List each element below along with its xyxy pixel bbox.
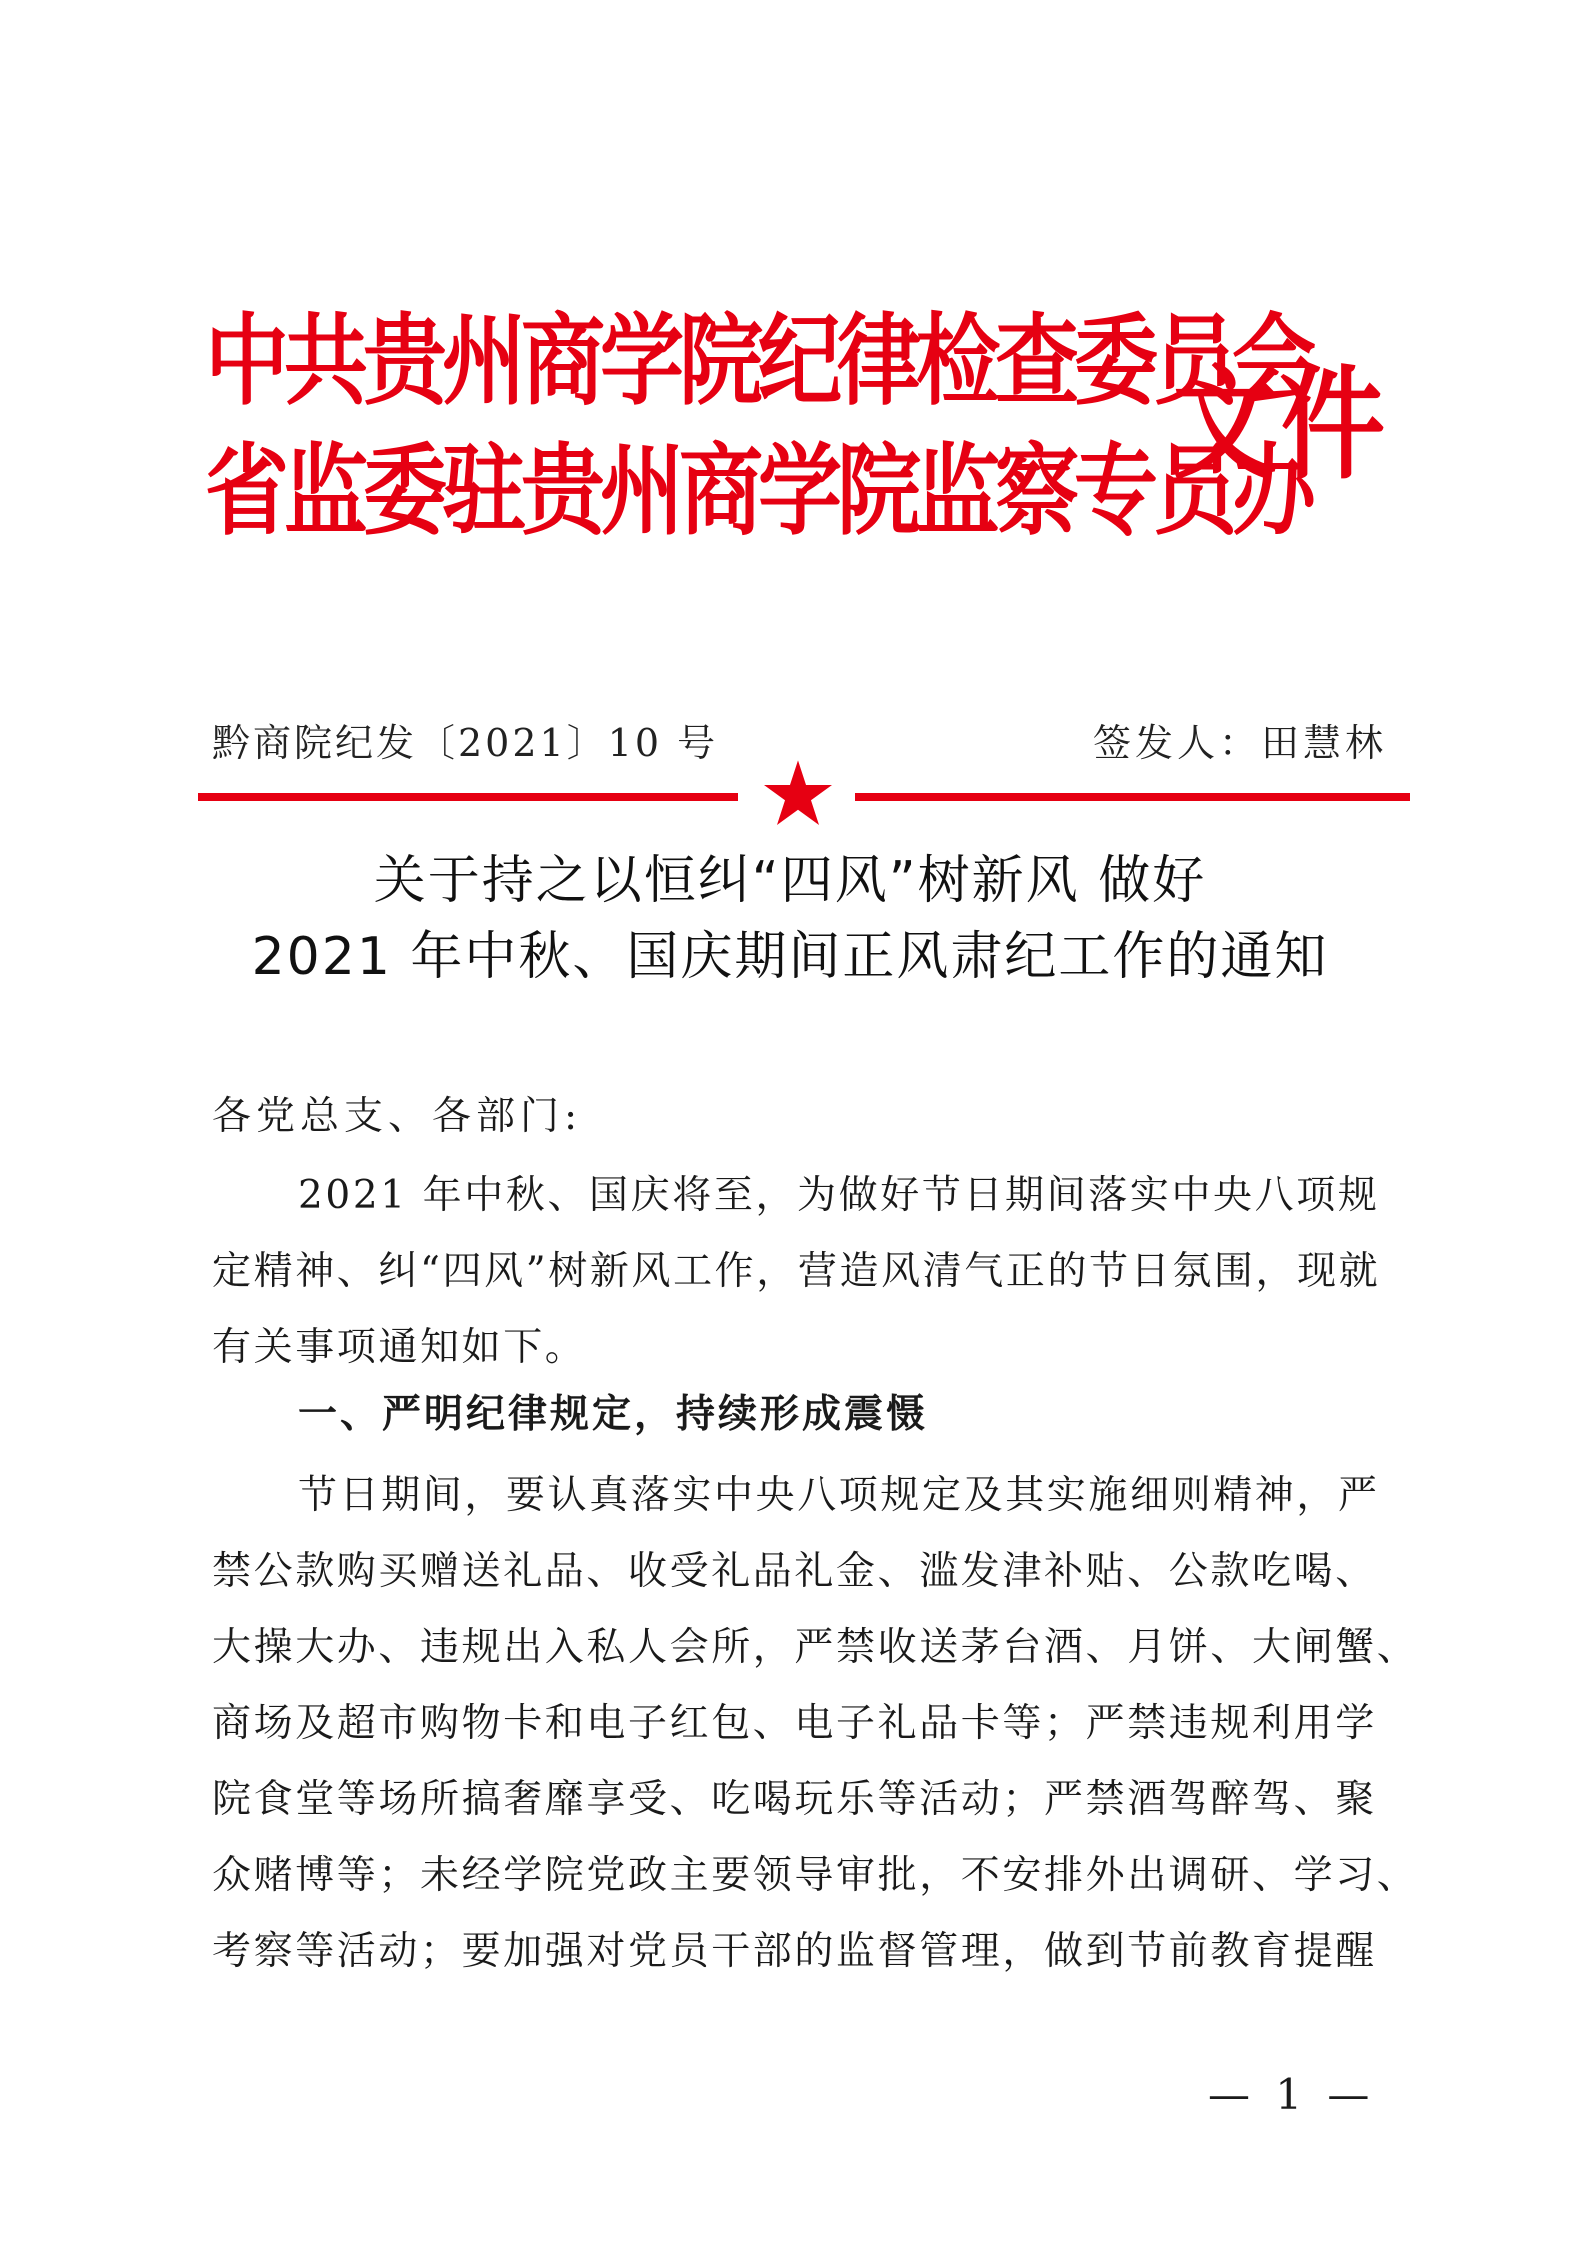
paragraph-line: 商场及超市购物卡和电子红包、电子礼品卡等；严禁违规利用学 [212, 1701, 1377, 1746]
paragraph-section-1 [212, 1458, 1419, 1990]
paragraph-intro [212, 1158, 1392, 1386]
red-divider-right [855, 793, 1410, 801]
paragraph-line: 考察等活动；要加强对党员干部的监督管理，做到节前教育提醒 [212, 1929, 1377, 1974]
title-line-2: 2021 年中秋、国庆期间正风肃纪工作的通知 [251, 927, 1329, 987]
title-line-1: 关于持之以恒纠“四风”树新风 做好 [373, 851, 1207, 911]
red-divider-left [198, 793, 738, 801]
org-name-line-2: 省监委驻贵州商学院监察专员办 [205, 432, 1312, 549]
paragraph-line: 大操大办、违规出入私人会所，严禁收送茅台酒、月饼、大闸蟹、 [212, 1625, 1419, 1670]
page-number: — 1 — [1208, 2070, 1376, 2119]
salutation: 各党总支、各部门: [212, 1094, 583, 1139]
paragraph-line: 2021 年中秋、国庆将至，为做好节日期间落实中央八项规 [298, 1173, 1380, 1218]
document-type-label: 文件 [1173, 352, 1390, 497]
paragraph-line: 节日期间，要认真落实中央八项规定及其实施细则精神，严 [298, 1473, 1380, 1518]
signer: 签发人：田慧林 [1092, 721, 1387, 765]
document-number: 黔商院纪发〔2021〕10 号 [212, 721, 719, 765]
org-name-line-1: 中共贵州商学院纪律检查委员会 [205, 302, 1312, 419]
paragraph-line: 有关事项通知如下。 [212, 1325, 587, 1370]
document-title [140, 843, 1440, 995]
section-heading-1: 一、严明纪律规定，持续形成震慑 [298, 1392, 929, 1437]
paragraph-line: 禁公款购买赠送礼品、收受礼品礼金、滥发津补贴、公款吃喝、 [212, 1549, 1377, 1594]
paragraph-line: 院食堂等场所搞奢靡享受、吃喝玩乐等活动；严禁酒驾醉驾、聚 [212, 1777, 1377, 1822]
star-icon [764, 760, 832, 826]
document-header [205, 290, 1390, 590]
paragraph-line: 众赌博等；未经学院党政主要领导审批，不安排外出调研、学习、 [212, 1853, 1419, 1898]
paragraph-line: 定精神、纠“四风”树新风工作，营造风清气正的节日氛围，现就 [212, 1249, 1381, 1294]
